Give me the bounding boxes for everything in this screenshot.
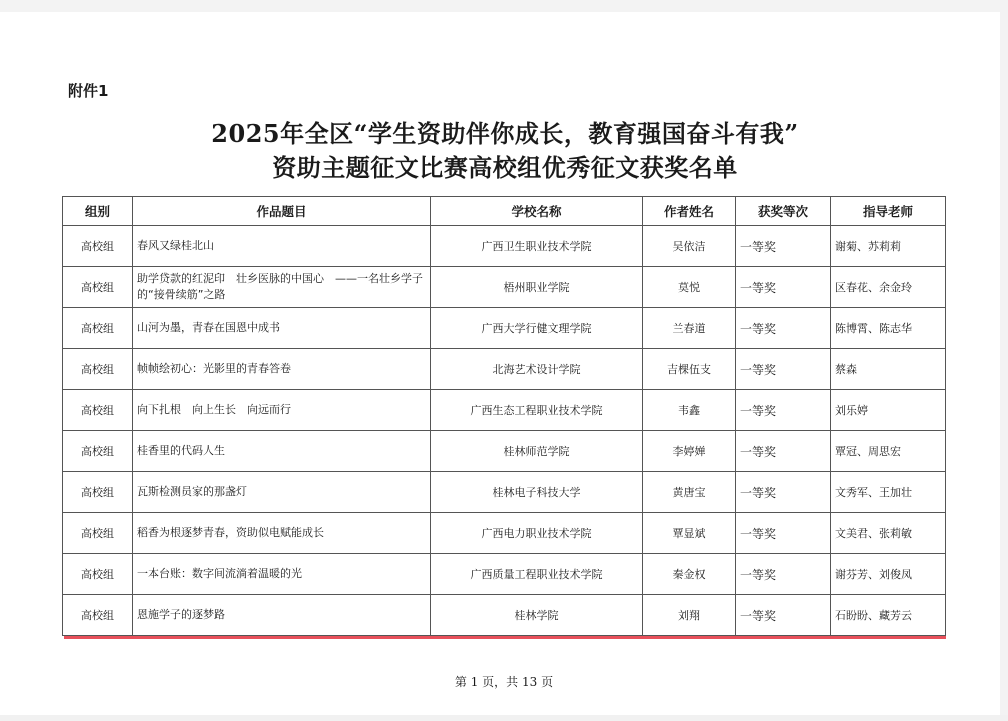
table-header-row [63,197,946,226]
cell-advisor: 覃冠、周思宏 [831,431,946,472]
cell-group: 高校组 [63,472,133,513]
cell-advisor: 陈博霄、陈志华 [831,308,946,349]
cell-title: 桂香里的代码人生 [133,431,431,472]
column-header-advisor: 指导老师 [831,197,946,226]
table-row [63,226,946,267]
cell-school: 桂林师范学院 [431,431,643,472]
cell-title: 帧帧绘初心：光影里的青春答卷 [133,349,431,390]
cell-prize: 一等奖 [736,267,831,308]
table-row [63,595,946,636]
cell-school: 北海艺术设计学院 [431,349,643,390]
cell-title: 瓦斯检测员家的那盏灯 [133,472,431,513]
cell-advisor: 谢菊、苏莉莉 [831,226,946,267]
cell-school: 广西大学行健文理学院 [431,308,643,349]
table-row [63,308,946,349]
cell-prize: 一等奖 [736,349,831,390]
table-row [63,513,946,554]
cell-prize: 一等奖 [736,554,831,595]
table-row [63,472,946,513]
page-number-footer: 第 1 页，共 13 页 [454,675,554,689]
cell-title: 春风又绿桂北山 [133,226,431,267]
cell-group: 高校组 [63,349,133,390]
cell-advisor: 谢芬芳、刘俊凤 [831,554,946,595]
column-header-author: 作者姓名 [643,197,736,226]
column-header-prize: 获奖等次 [736,197,831,226]
cell-author: 覃显斌 [643,513,736,554]
cell-author: 秦金权 [643,554,736,595]
table-row [63,349,946,390]
cell-group: 高校组 [63,431,133,472]
cell-group: 高校组 [63,595,133,636]
cell-school: 桂林电子科技大学 [431,472,643,513]
cell-group: 高校组 [63,554,133,595]
cell-author: 黄唐宝 [643,472,736,513]
red-divider-line [64,636,946,639]
table-row [63,267,946,308]
cell-title: 稻香为根逐梦青春，资助似电赋能成长 [133,513,431,554]
cell-title: 恩施学子的逐梦路 [133,595,431,636]
table-row [63,431,946,472]
cell-author: 李婷婵 [643,431,736,472]
cell-author: 韦鑫 [643,390,736,431]
cell-author: 莫悦 [643,267,736,308]
cell-prize: 一等奖 [736,226,831,267]
document-title-line-2: 资助主题征文比赛高校组优秀征文获奖名单 [272,153,738,182]
page-top-edge [0,0,1008,12]
cell-school: 广西卫生职业技术学院 [431,226,643,267]
cell-prize: 一等奖 [736,390,831,431]
column-header-group: 组别 [63,197,133,226]
cell-school: 广西质量工程职业技术学院 [431,554,643,595]
cell-group: 高校组 [63,513,133,554]
attachment-label: 附件1 [68,82,109,100]
cell-group: 高校组 [63,226,133,267]
cell-school: 广西生态工程职业技术学院 [431,390,643,431]
document-title-line-1: 2025年全区“学生资助伴你成长，教育强国奋斗有我” [211,119,799,148]
column-header-title: 作品题目 [133,197,431,226]
column-header-school: 学校名称 [431,197,643,226]
cell-author: 兰春道 [643,308,736,349]
table-row [63,554,946,595]
cell-author: 吴依洁 [643,226,736,267]
page-right-edge [1000,0,1008,721]
cell-group: 高校组 [63,390,133,431]
page-bottom-edge [0,715,1008,721]
cell-prize: 一等奖 [736,595,831,636]
cell-advisor: 文秀军、王加壮 [831,472,946,513]
cell-advisor: 区春花、余金玲 [831,267,946,308]
cell-author: 刘翔 [643,595,736,636]
award-list-table [62,196,946,636]
cell-title: 一本台账：数字间流淌着温暖的光 [133,554,431,595]
cell-school: 桂林学院 [431,595,643,636]
cell-prize: 一等奖 [736,472,831,513]
cell-advisor: 蔡森 [831,349,946,390]
cell-prize: 一等奖 [736,308,831,349]
cell-title: 助学贷款的红泥印 壮乡医脉的中国心 ——一名壮乡学子的“接骨续筋”之路 [133,267,431,308]
table-row [63,390,946,431]
cell-prize: 一等奖 [736,513,831,554]
cell-advisor: 石盼盼、藏芳云 [831,595,946,636]
cell-group: 高校组 [63,267,133,308]
cell-school: 梧州职业学院 [431,267,643,308]
cell-advisor: 刘乐婷 [831,390,946,431]
cell-title: 山河为墨，青春在国恩中成书 [133,308,431,349]
cell-school: 广西电力职业技术学院 [431,513,643,554]
cell-title: 向下扎根 向上生长 向远而行 [133,390,431,431]
cell-author: 吉棵伍支 [643,349,736,390]
cell-group: 高校组 [63,308,133,349]
cell-advisor: 文美君、张莉敏 [831,513,946,554]
cell-prize: 一等奖 [736,431,831,472]
